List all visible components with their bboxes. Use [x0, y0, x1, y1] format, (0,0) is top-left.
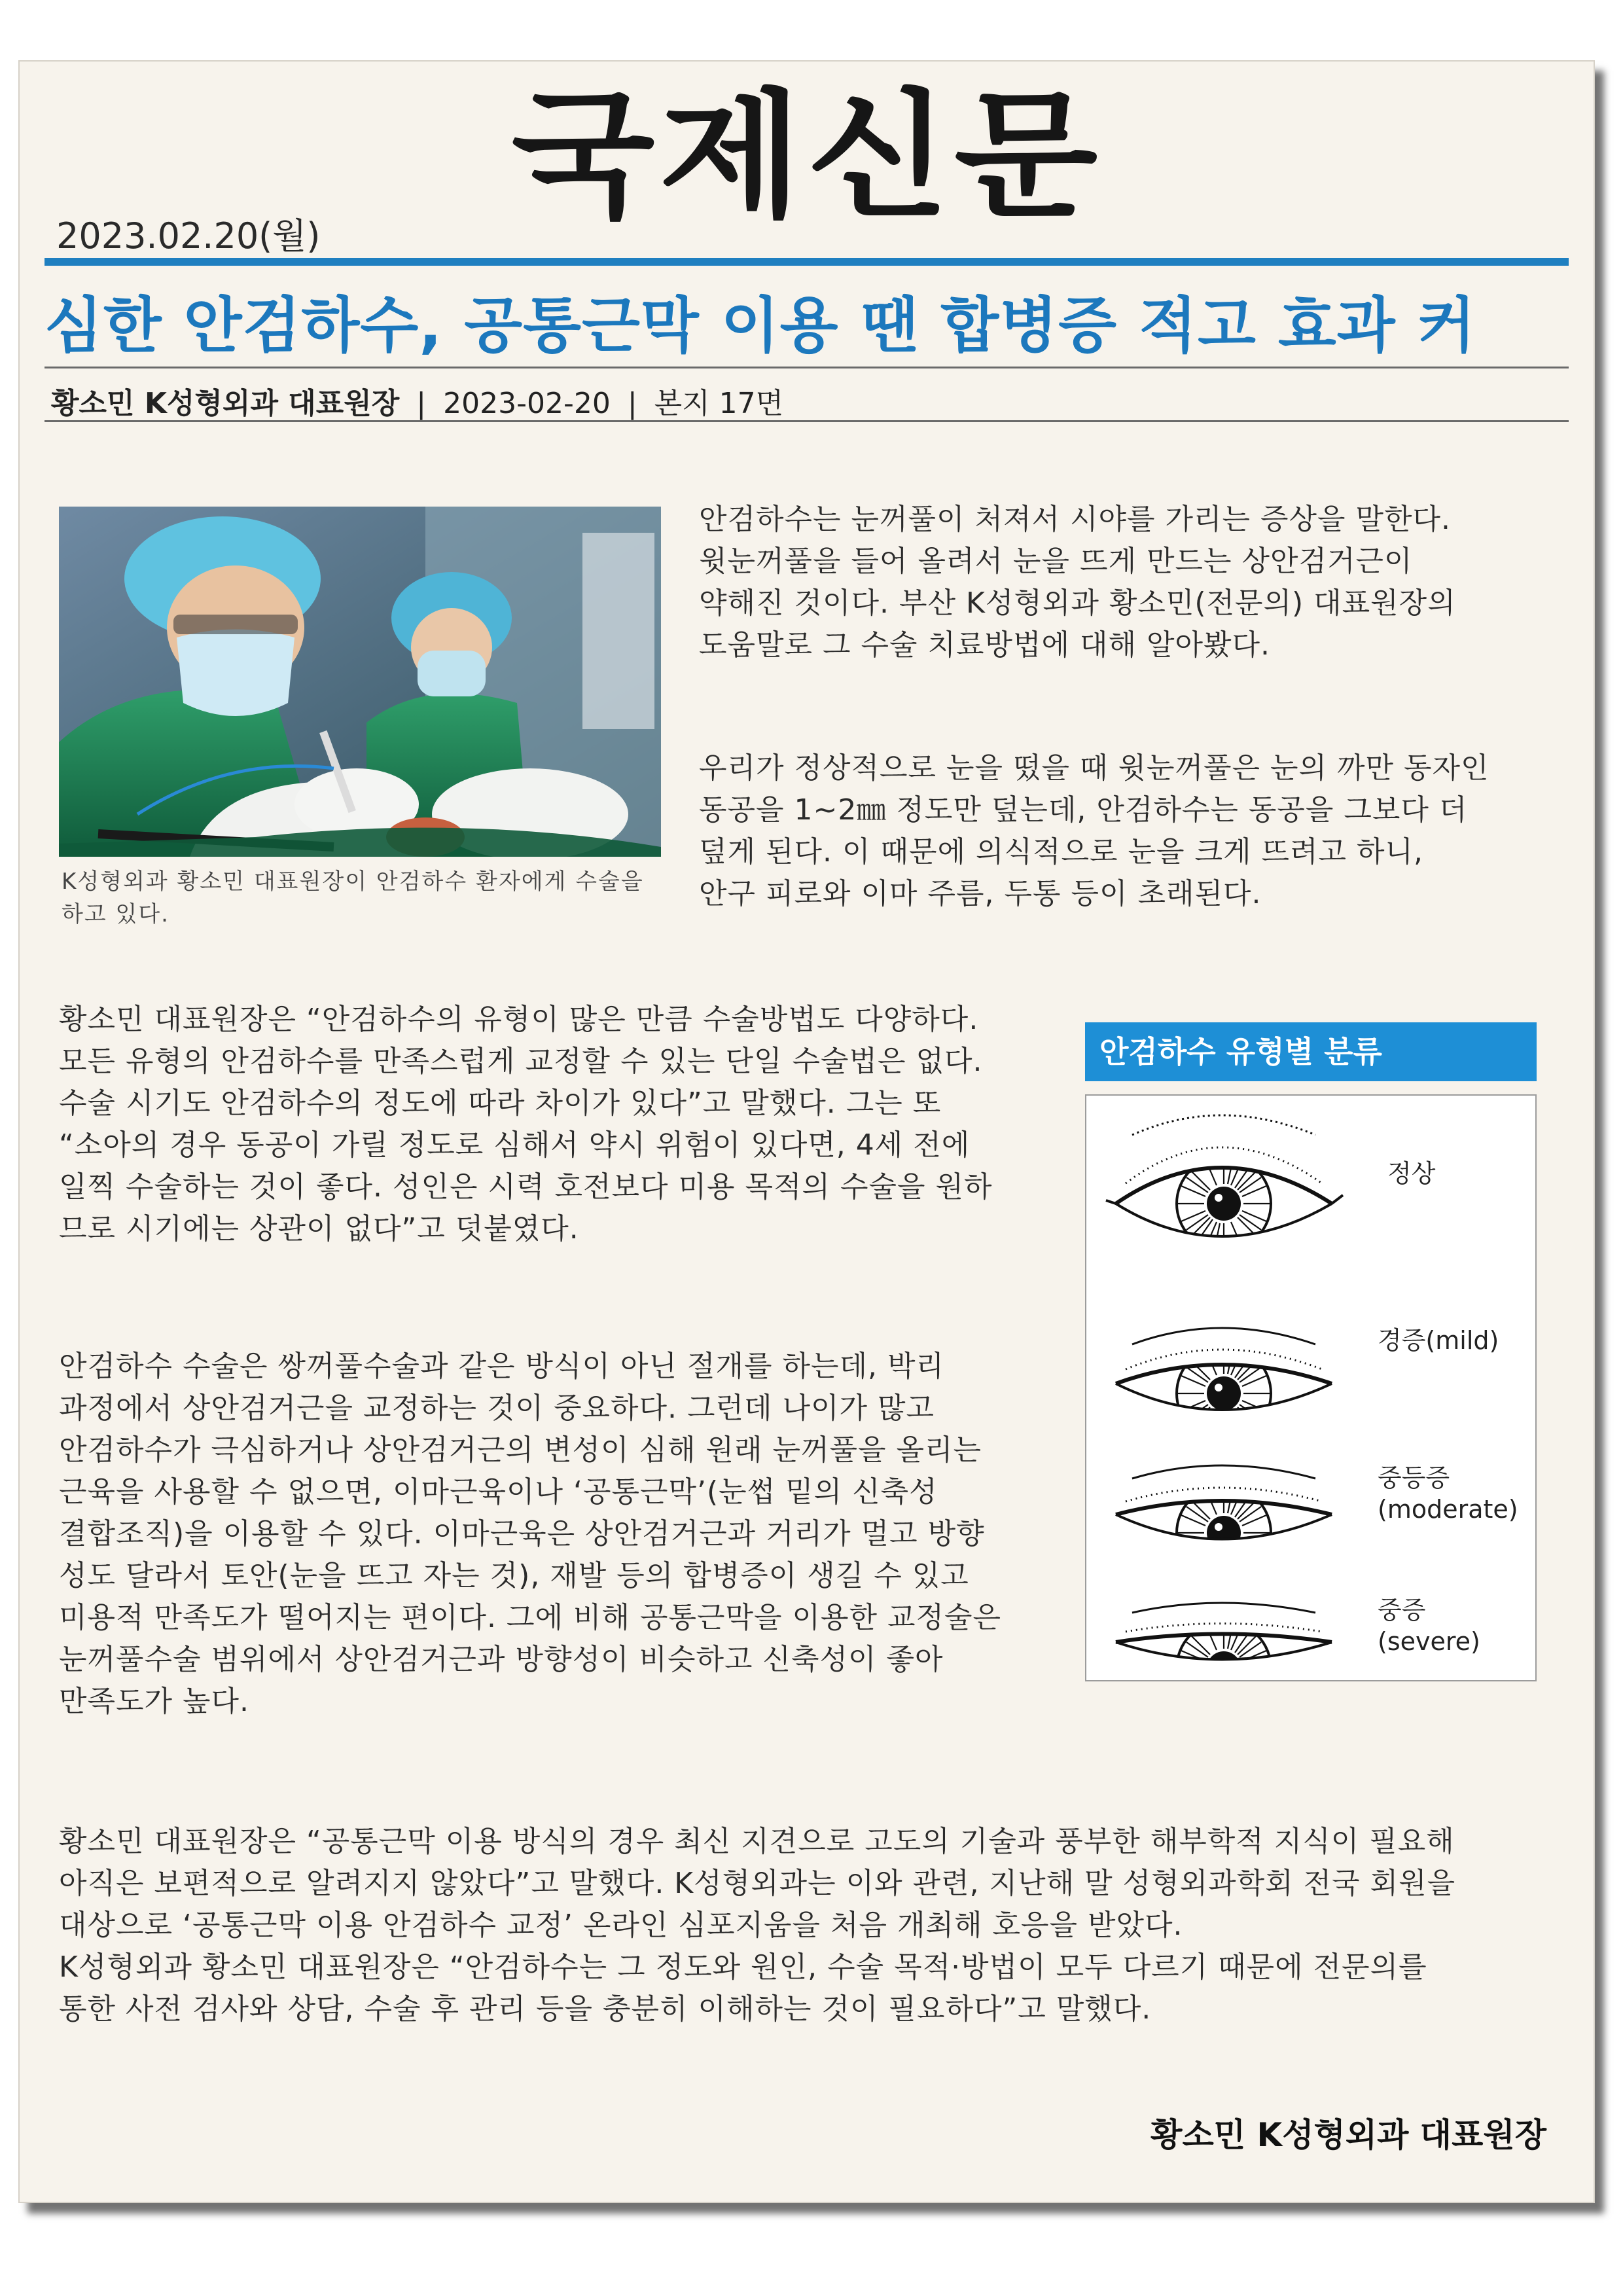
eye-label-mild: 경증(mild): [1378, 1326, 1499, 1355]
text-line: 과정에서 상안검거근을 교정하는 것이 중요하다. 그런데 나이가 많고: [59, 1391, 935, 1425]
headline-rule: [45, 258, 1569, 266]
byline-page: 본지 17면: [654, 387, 784, 420]
text-line: 안구 피로와 이마 주름, 두통 등이 초래된다.: [699, 877, 1262, 910]
text-line: 미용적 만족도가 떨어지는 편이다. 그에 비해 공통근막을 이용한 교정술은: [59, 1601, 1001, 1634]
text-line: 통한 사전 검사와 상담, 수술 후 관리 등을 충분히 이해하는 것이 필요하다”고 말했다.: [59, 1992, 1152, 2026]
byline-bottom-rule: [45, 420, 1569, 422]
text-line: 안검하수는 눈꺼풀이 처져서 시야를 가리는 증상을 말한다.: [699, 503, 1451, 536]
eye-normal: [1106, 1115, 1343, 1251]
author-signature: 황소민 K성형외과 대표원장: [1150, 2116, 1546, 2154]
text-line: 눈꺼풀수술 범위에서 상안검거근과 방향성이 비슷하고 신축성이 좋아: [59, 1643, 944, 1676]
eye-label-severe-ko: 중증: [1378, 1596, 1426, 1624]
text-line: 므로 시기에는 상관이 없다”고 덧붙였다.: [59, 1212, 579, 1246]
text-line: 안검하수가 극심하거나 상안검거근의 변성이 심해 원래 눈꺼풀을 올리는: [59, 1433, 982, 1467]
eye-severe: [1116, 1603, 1332, 1680]
text-line: 아직은 보편적으로 알려지지 않았다”고 말했다. K성형외과는 이와 관련, 지난해 말 성형외과학회 전국 회원을: [59, 1867, 1456, 1900]
text-line: 근육을 사용할 수 없으면, 이마근육이나 ‘공통근막’(눈썹 밑의 신축성: [59, 1475, 938, 1509]
text-line: 윗눈꺼풀을 들어 올려서 눈을 뜨게 만드는 상안검거근이: [699, 545, 1413, 578]
text-line: “소아의 경우 동공이 가릴 정도로 심해서 약시 위험이 있다면, 4세 전에: [59, 1128, 971, 1162]
text-line: 황소민 대표원장은 “안검하수의 유형이 많은 만큼 수술방법도 다양하다.: [59, 1003, 979, 1036]
eye-label-moderate-ko: 중등증: [1378, 1463, 1450, 1492]
paragraph-surgery: [59, 1346, 1060, 1723]
text-line: 우리가 정상적으로 눈을 떴을 때 윗눈꺼풀은 눈의 까만 동자인: [699, 751, 1489, 785]
eye-mild: [1116, 1328, 1332, 1441]
paragraph-symptoms: [699, 747, 1569, 915]
newspaper-page: [18, 60, 1595, 2203]
text-line: 모든 유형의 안검하수를 만족스럽게 교정할 수 있는 단일 수술법은 없다.: [59, 1045, 983, 1078]
paragraph-closing: [59, 1821, 1567, 2030]
text-line: 성도 달라서 토안(눈을 뜨고 자는 것), 재발 등의 합병증이 생길 수 있고: [59, 1559, 969, 1592]
eye-label-normal: 정상: [1387, 1159, 1436, 1188]
text-line: 도움말로 그 수술 치료방법에 대해 알아봤다.: [699, 628, 1270, 662]
eye-label-moderate: [1378, 1462, 1518, 1525]
eye-label-severe-en: (severe): [1378, 1627, 1480, 1656]
issue-date: 2023.02.20(월): [56, 215, 321, 257]
text-line: 결합조직)을 이용할 수 있다. 이마근육은 상안검거근과 거리가 멀고 방향: [59, 1517, 985, 1551]
eye-moderate: [1116, 1465, 1332, 1580]
paragraph-intro: [699, 499, 1569, 666]
text-line: K성형외과 황소민 대표원장은 “안검하수는 그 정도와 원인, 수술 목적·방법이 모두 다르기 때문에 전문의를: [59, 1950, 1427, 1984]
byline-separator: |: [416, 387, 427, 420]
byline-author: 황소민 K성형외과 대표원장: [51, 387, 400, 420]
eye-label-moderate-en: (moderate): [1378, 1495, 1518, 1524]
eye-chart-title: 안검하수 유형별 분류: [1085, 1022, 1537, 1081]
text-line: 약해진 것이다. 부산 K성형외과 황소민(전문의) 대표원장의: [699, 586, 1456, 620]
byline-date: 2023-02-20: [443, 387, 611, 420]
eye-label-severe: [1378, 1594, 1480, 1657]
text-line: 덮게 된다. 이 때문에 의식적으로 눈을 크게 뜨려고 하니,: [699, 835, 1423, 869]
photo-caption: K성형외과 황소민 대표원장이 안검하수 환자에게 수술을 하고 있다.: [62, 869, 644, 927]
paragraph-timing: [59, 999, 1060, 1250]
byline: [51, 380, 783, 422]
text-line: 일찍 수술하는 것이 좋다. 성인은 시력 호전보다 미용 목적의 수술을 원하: [59, 1170, 993, 1204]
text-line: 황소민 대표원장은 “공통근막 이용 방식의 경우 최신 지견으로 고도의 기술과 풍부한 해부학적 지식이 필요해: [59, 1825, 1455, 1858]
eye-chart: [1085, 1094, 1537, 1681]
eye-diagrams: [1086, 1096, 1535, 1680]
surgery-photo: [59, 507, 661, 857]
byline-separator: |: [627, 387, 637, 420]
byline-top-rule: [45, 367, 1569, 368]
text-line: 대상으로 ‘공통근막 이용 안검하수 교정’ 온라인 심포지움을 처음 개최해 호응을 받았다.: [59, 1909, 1183, 1942]
masthead: 국제신문: [511, 76, 1102, 236]
headline: 심한 안검하수, 공통근막 이용 땐 합병증 적고 효과 커: [45, 291, 1476, 361]
text-line: 수술 시기도 안검하수의 정도에 따라 차이가 있다”고 말했다. 그는 또: [59, 1086, 942, 1120]
text-line: 동공을 1~2㎜ 정도만 덮는데, 안검하수는 동공을 그보다 더: [699, 793, 1468, 827]
text-line: 안검하수 수술은 쌍꺼풀수술과 같은 방식이 아닌 절개를 하는데, 박리: [59, 1350, 944, 1383]
text-line: 만족도가 높다.: [59, 1685, 249, 1718]
